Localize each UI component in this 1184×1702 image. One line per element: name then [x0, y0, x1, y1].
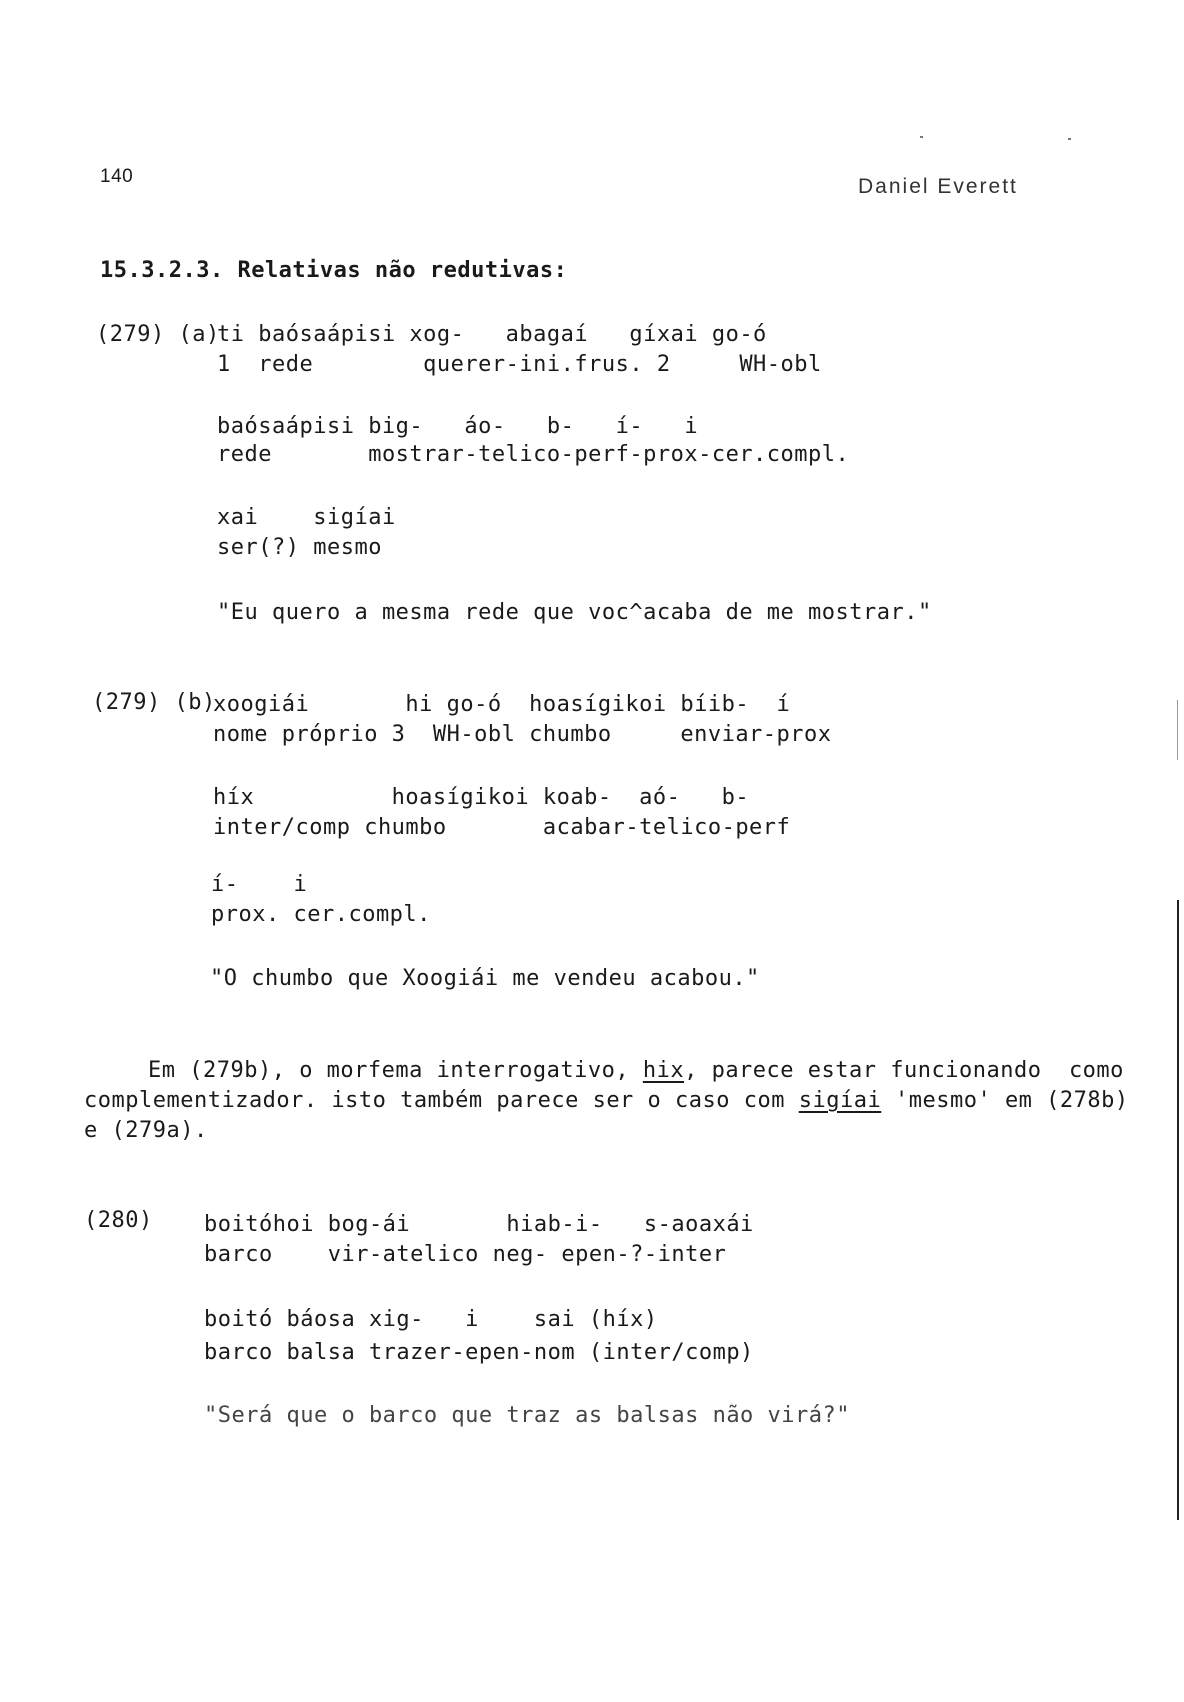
gloss-line: nome próprio 3 WH-obl chumbo enviar-prox: [213, 722, 832, 747]
section-heading: 15.3.2.3. Relativas não redutivas:: [100, 258, 568, 283]
gloss-line: rede mostrar-telico-perf-prox-cer.compl.: [217, 442, 850, 467]
example-label: (279) (b): [92, 690, 216, 715]
gloss-line: barco balsa trazer-epen-nom (inter/comp): [204, 1340, 754, 1365]
gloss-line: barco vir-atelico neg- epen-?-inter: [204, 1242, 727, 1267]
pirahã-line: baósaápisi big- áo- b- í- i: [217, 414, 699, 439]
scan-speck: [920, 136, 923, 138]
pirahã-line: ti baósaápisi xog- abagaí gíxai go-ó: [217, 322, 767, 347]
gloss-line: ser(?) mesmo: [217, 535, 382, 560]
paragraph-text: , parece estar funcionando como: [684, 1058, 1124, 1083]
pirahã-line: boitó báosa xig- i sai (híx): [204, 1307, 658, 1332]
paragraph-text: Em (279b), o morfema interrogativo,: [148, 1058, 643, 1083]
paragraph-line: [84, 1088, 1129, 1114]
paragraph-line: [148, 1058, 1124, 1084]
gloss-line: inter/comp chumbo acabar-telico-perf: [213, 815, 791, 840]
scan-speck: [1068, 138, 1071, 140]
example-label: (280): [84, 1208, 153, 1233]
page-edge-line: [1177, 700, 1178, 760]
term-sigiai: sigíai: [798, 1088, 882, 1113]
free-translation: "O chumbo que Xoogiái me vendeu acabou.": [210, 966, 760, 991]
free-translation: "Eu quero a mesma rede que voc^acaba de me mostrar.": [217, 600, 932, 625]
gloss-line: prox. cer.compl.: [211, 902, 431, 927]
free-translation: "Será que o barco que traz as balsas não virá?": [204, 1403, 851, 1428]
gloss-line: 1 rede querer-ini.frus. 2 WH-obl: [217, 352, 822, 377]
pirahã-line: boitóhoi bog-ái hiab-i- s-aoaxái: [204, 1212, 754, 1237]
page-edge-line: [1177, 900, 1179, 1520]
running-header-author: Daniel Everett: [858, 175, 1018, 198]
pirahã-line: xoogiái hi go-ó hoasígikoi bíib- í: [213, 692, 791, 717]
pirahã-line: híx hoasígikoi koab- aó- b-: [213, 785, 750, 810]
example-label: (279) (a): [96, 322, 220, 347]
pirahã-line: xai sigíai: [217, 505, 396, 530]
paragraph-text: 'mesmo' em (278b): [881, 1088, 1129, 1113]
paragraph-text: complementizador. isto também parece ser o caso com: [84, 1088, 799, 1113]
pirahã-line: í- i: [211, 872, 308, 897]
page-number: 140: [100, 166, 134, 187]
term-hix: hix: [642, 1058, 685, 1083]
paragraph-line: e (279a).: [84, 1118, 208, 1143]
